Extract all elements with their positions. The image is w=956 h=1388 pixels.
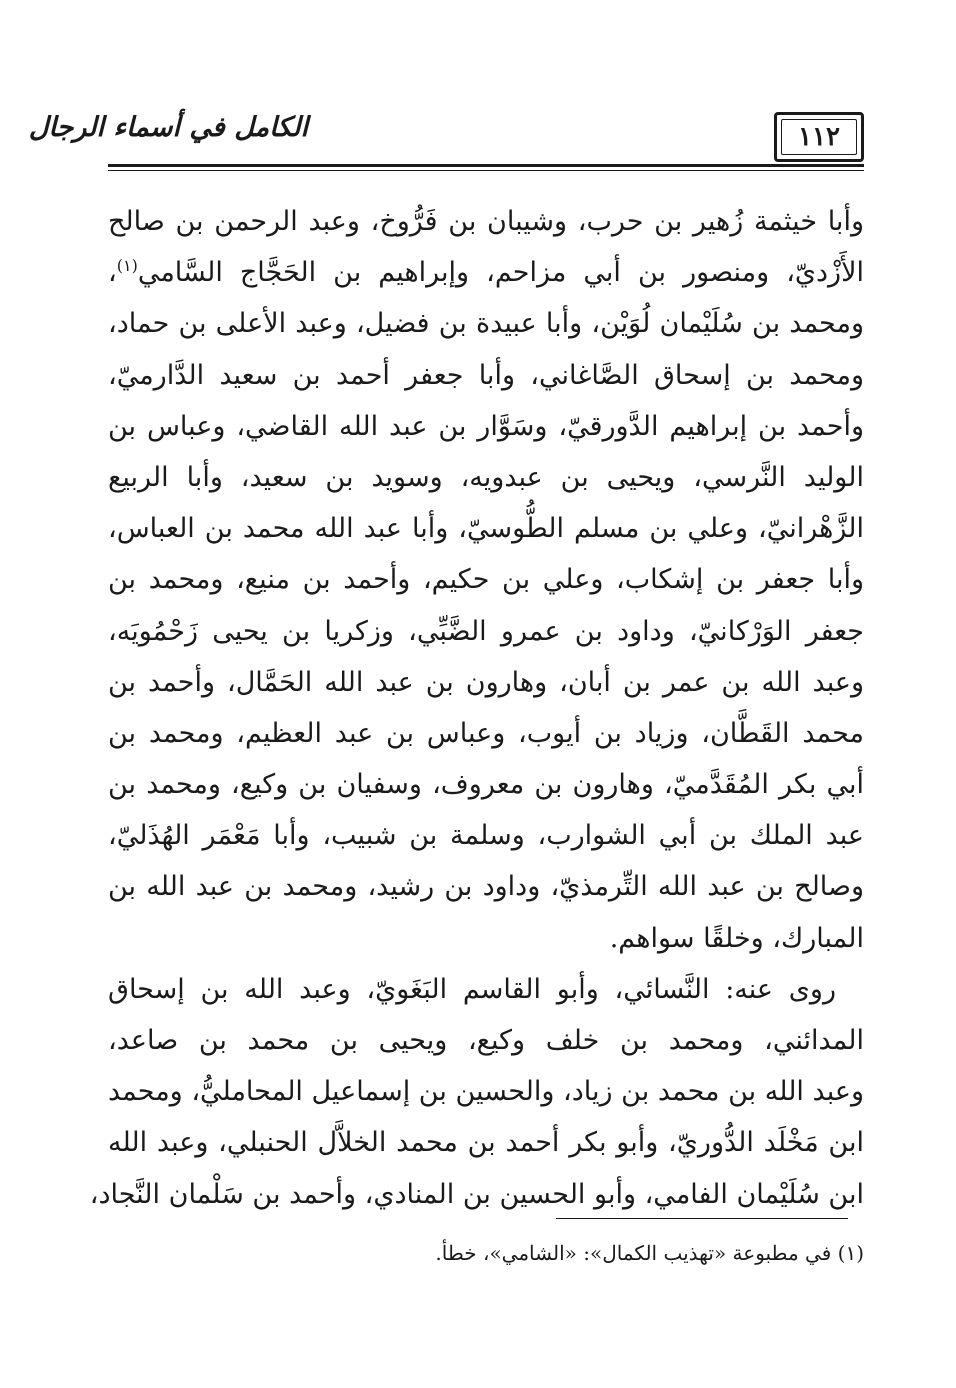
footnote: (١) في مطبوعة «تهذيب الكمال»: «الشامي»، خطأ.	[435, 1241, 864, 1265]
body-line-text: المبارك، وخلقًا سواهم.	[609, 922, 864, 954]
body-line	[108, 759, 864, 810]
body-line-text: ابن سُلَيْمان الفامي، وأبو الحسين بن المنادي، وأحمد بن سَلْمان النَّجاد،	[89, 1178, 864, 1210]
page-header	[28, 92, 864, 178]
body-line-text: عبد الملك بن أبي الشوارب، وسلمة بن شبيب، وأبا مَعْمَر الهُذَليّ،	[108, 820, 864, 852]
body-line	[108, 196, 864, 247]
body-line	[108, 298, 864, 349]
body-line-text: روى عنه: النَّسائي، وأبو القاسم البَغَويّ، وعبد الله بن إسحاق	[108, 973, 836, 1005]
body-line	[108, 401, 864, 452]
body-line	[108, 606, 864, 657]
body-line	[108, 1117, 864, 1168]
header-rule	[108, 164, 864, 167]
body-text	[89, 196, 864, 1220]
body-line	[108, 810, 864, 861]
body-line-text: ومحمد بن إسحاق الصَّاغاني، وأبا جعفر أحمد بن سعيد الدَّارميّ،	[108, 359, 864, 391]
body-line	[108, 350, 864, 401]
body-line-text: المدائني، ومحمد بن خلف وكيع، ويحيى بن محمد بن صاعد،	[108, 1025, 864, 1056]
body-line-text: الوليد النَّرسي، ويحيى بن عبدويه، وسويد بن سعيد، وأبا الربيع	[108, 461, 864, 493]
body-line-text: وصالح بن عبد الله التِّرمذيّ، وداود بن رشيد، ومحمد بن عبد الله بن	[108, 871, 864, 903]
body-line-text: وعبد الله بن عمر بن أبان، وهارون بن عبد الله الحَمَّال، وأحمد بن	[108, 666, 864, 698]
page-number-text: ١١٢	[798, 122, 840, 152]
body-line	[108, 708, 864, 759]
body-line-text: ابن مَخْلَد الدُّوريّ، وأبو بكر أحمد بن محمد الخلاَّل الحنبلي، وعبد الله	[108, 1127, 864, 1159]
body-line-text: الزَّهْرانيّ، وعلي بن مسلم الطُّوسيّ، وأبا عبد الله محمد بن العباس،	[108, 513, 864, 545]
body-line-text: جعفر الوَرْكانيّ، وداود بن عمرو الضَّبِّي، وزكريا بن يحيى زَحْمُويَه،	[108, 615, 864, 647]
running-title: الكامل في أسماء الرجال	[28, 112, 308, 143]
body-line-text: محمد القَطَّان، وزياد بن أيوب، وعباس بن عبد العظيم، ومحمد بن	[108, 717, 864, 749]
body-line-text: ومحمد بن سُلَيْمان لُوَيْن، وأبا عبيدة بن فضيل، وعبد الأعلى بن حماد،	[108, 308, 864, 340]
header-rule-thin	[108, 170, 864, 171]
body-line-text: وأحمد بن إبراهيم الدَّورقيّ، وسَوَّار بن عبد الله القاضي، وعباس بن	[108, 410, 864, 442]
body-line-text: أبي بكر المُقَدَّميّ، وهارون بن معروف، وسفيان بن وكيع، ومحمد بن	[108, 769, 864, 801]
body-line-text: وأبا جعفر بن إشكاب، وعلي بن حكيم، وأحمد بن منيع، ومحمد بن	[108, 564, 864, 596]
body-line	[108, 1066, 864, 1117]
footnote-marker[interactable]: (١)	[116, 256, 138, 276]
body-line	[108, 657, 864, 708]
body-line	[108, 964, 864, 1015]
body-line	[108, 503, 864, 554]
body-line	[108, 452, 864, 503]
body-line	[89, 1169, 864, 1220]
page-number	[774, 112, 864, 162]
body-line-tail: ،	[108, 257, 117, 289]
body-line	[108, 913, 864, 964]
body-line	[108, 247, 864, 298]
body-line	[108, 861, 864, 912]
body-line	[108, 554, 864, 605]
body-line-text: وأبا خيثمة زُهير بن حرب، وشيبان بن فَرُّوخ، وعبد الرحمن بن صالح	[108, 206, 864, 237]
body-line-text: وعبد الله بن محمد بن زياد، والحسين بن إسماعيل المحامليُّ، ومحمد	[108, 1076, 864, 1108]
body-line-text: الأَزْديّ، ومنصور بن أبي مزاحم، وإبراهيم بن الحَجَّاج السَّامي	[137, 257, 864, 289]
footnote-divider	[556, 1218, 848, 1219]
body-line	[108, 1015, 864, 1066]
